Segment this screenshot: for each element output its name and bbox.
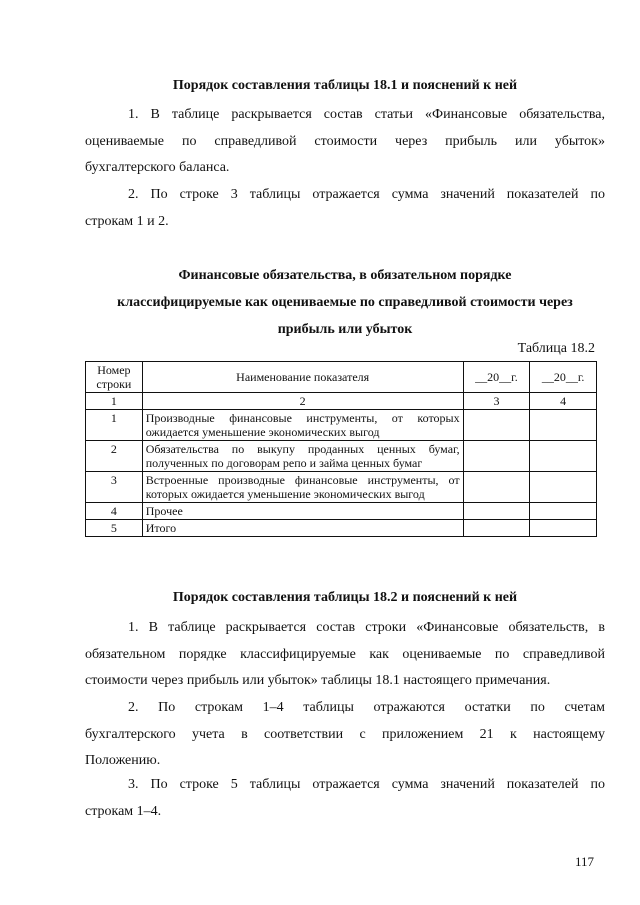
data-table <box>85 361 597 537</box>
value-cell <box>463 441 530 472</box>
section-heading-18-1: Порядок составления таблицы 18.1 и пояснений к ней <box>172 78 518 93</box>
value-cell <box>530 441 597 472</box>
row-name: Встроенные производные финансовые инструменты, от которых ожидается уменьшение экономических выгод <box>142 472 463 503</box>
value-cell <box>530 520 597 537</box>
table-row <box>86 410 597 441</box>
text-line: 1. В таблице раскрывается состав статьи «Финансовые обязательства, <box>128 107 605 122</box>
column-number: 4 <box>530 393 597 410</box>
table-caption: Таблица 18.2 <box>517 341 595 356</box>
text-line: строкам 1–4. <box>85 803 162 819</box>
table-row <box>86 472 597 503</box>
value-cell <box>530 472 597 503</box>
column-number: 3 <box>463 393 530 410</box>
paragraph-18-2-item-3 <box>85 772 605 825</box>
paragraph-18-1-item-2 <box>85 182 605 235</box>
row-number: 2 <box>86 441 143 472</box>
table-title <box>85 262 605 343</box>
row-number: 5 <box>86 520 143 537</box>
header-period-2: __20__г. <box>530 362 597 393</box>
table-row <box>86 503 597 520</box>
column-number: 1 <box>86 393 143 410</box>
value-cell <box>463 503 530 520</box>
table-row <box>86 441 597 472</box>
page-number: 117 <box>575 854 595 869</box>
row-name: Прочее <box>142 503 463 520</box>
paragraph-18-2-item-1 <box>85 615 605 695</box>
header-period-1: __20__г. <box>463 362 530 393</box>
text-line: 1. В таблице раскрывается состав строки «Финансовые обязательств, в <box>128 620 605 635</box>
value-cell <box>530 503 597 520</box>
header-row-number: Номер строки <box>86 362 143 393</box>
value-cell <box>463 472 530 503</box>
value-cell <box>530 410 597 441</box>
text-line: 2. По строкам 1–4 таблицы отражаются остатки по счетам <box>128 700 605 715</box>
column-number: 2 <box>142 393 463 410</box>
section-heading-18-2: Порядок составления таблицы 18.2 и пояснений к ней <box>172 590 518 605</box>
value-cell <box>463 410 530 441</box>
text-line: строкам 1 и 2. <box>85 213 169 229</box>
row-number: 4 <box>86 503 143 520</box>
row-name: Итого <box>142 520 463 537</box>
row-name: Обязательства по выкупу проданных ценных бумаг, полученных по договорам репо и займа ценных бумаг <box>142 441 463 472</box>
text-line: 3. По строке 5 таблицы отражается сумма значений показателей по <box>128 777 605 792</box>
table-header-row <box>86 362 597 393</box>
paragraph-18-2-item-2 <box>85 695 605 775</box>
paragraph-18-1-item-1 <box>85 102 605 182</box>
value-cell <box>463 520 530 537</box>
row-number: 1 <box>86 410 143 441</box>
text-line: бухгалтерского учета в соответствии с приложением 21 к настоящему <box>85 726 605 742</box>
row-name: Производные финансовые инструменты, от которых ожидается уменьшение экономических выгод <box>142 410 463 441</box>
row-number: 3 <box>86 472 143 503</box>
text-line: Положению. <box>85 753 161 768</box>
table-column-numbers-row <box>86 393 597 410</box>
table-row <box>86 520 597 537</box>
text-line: 2. По строке 3 таблицы отражается сумма значений показателей по <box>128 187 605 202</box>
table-title-line: прибыль или убыток <box>277 322 413 337</box>
text-line: стоимости через прибыль или убыток» таблицы 18.1 настоящего примечания. <box>85 673 551 688</box>
header-indicator-name: Наименование показателя <box>142 362 463 393</box>
text-line: оцениваемые по справедливой стоимости через прибыль или убыток» <box>85 133 605 149</box>
table-title-line: классифицируемые как оцениваемые по справедливой стоимости через <box>117 295 573 310</box>
text-line: обязательном порядке классифицируемые как оцениваемые по справедливой <box>85 646 605 662</box>
table-title-line: Финансовые обязательства, в обязательном порядке <box>178 268 512 283</box>
text-line: бухгалтерского баланса. <box>85 160 230 175</box>
